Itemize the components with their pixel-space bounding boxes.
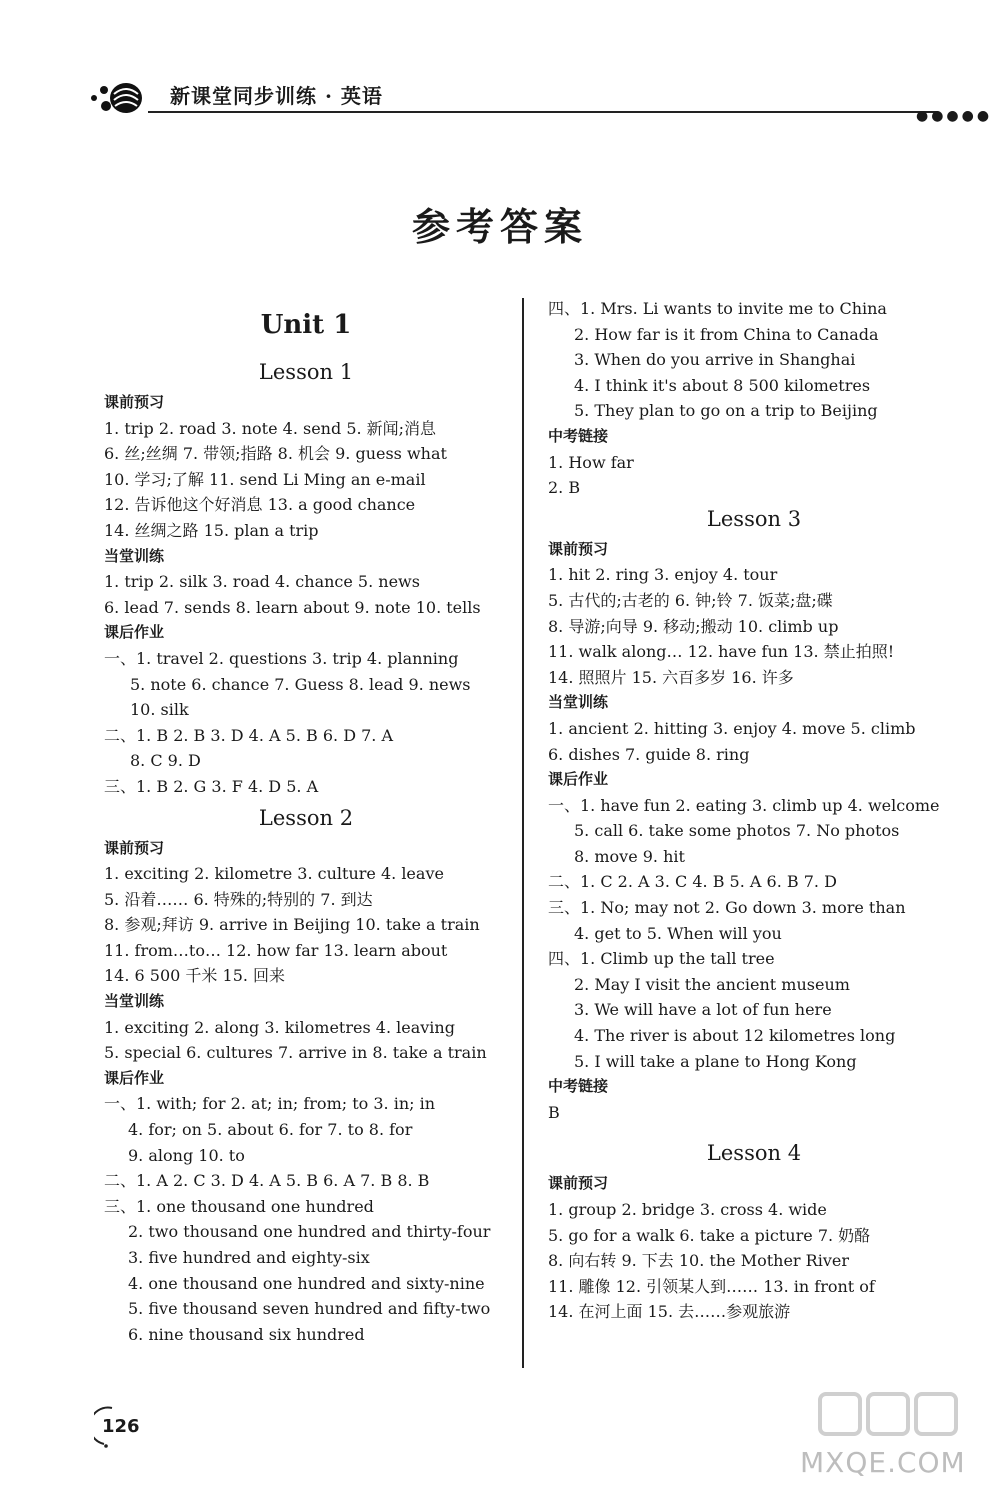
answer-line: 1. exciting 2. along 3. kilometres 4. leaving (104, 1017, 455, 1037)
answer-line: 4. one thousand one hundred and sixty-nine (128, 1273, 485, 1293)
answer-line: 6. dishes 7. guide 8. ring (548, 744, 750, 764)
answer-line: 5. I will take a plane to Hong Kong (574, 1051, 857, 1071)
answer-line: 6. lead 7. sends 8. learn about 9. note 10. tells (104, 597, 481, 617)
section-label: 课前预习 (104, 838, 165, 857)
answer-line: 3. five hundred and eighty-six (128, 1248, 370, 1267)
section-label: 课后作业 (548, 770, 609, 789)
answer-line: 1. ancient 2. hitting 3. enjoy 4. move 5. climb (548, 718, 916, 738)
answer-line: 8. 向右转 9. 下去 10. the Mother River (548, 1251, 849, 1271)
answer-line: 14. 照照片 15. 六百多岁 16. 许多 (548, 667, 794, 687)
answer-line: 4. The river is about 12 kilometres long (574, 1026, 896, 1046)
section-label: 课后作业 (104, 623, 165, 642)
section-label: 课前预习 (104, 393, 165, 411)
answer-line: 9. along 10. to (128, 1145, 245, 1165)
lesson-2-title: Lesson 2 (258, 805, 354, 830)
answer-line: 三、1. B 2. G 3. F 4. D 5. A (104, 776, 319, 796)
answer-line: 11. walk along… 12. have fun 13. 禁止拍照! (548, 642, 895, 662)
answer-line: 10. 学习;了解 11. send Li Ming an e-mail (104, 469, 426, 489)
answer-line: 11. from…to… 12. how far 13. learn about (104, 940, 448, 960)
answer-line: 二、1. A 2. C 3. D 4. A 5. B 6. A 7. B 8. B (104, 1171, 430, 1191)
answer-line: 2. How far is it from China to Canada (574, 324, 879, 344)
answer-line: 2. May I visit the ancient museum (574, 974, 850, 994)
answer-line: 四、1. Mrs. Li wants to invite me to China (548, 299, 887, 318)
answer-line: 3. When do you arrive in Shanghai (574, 350, 856, 370)
answer-line: 4. I think it's about 8 500 kilometres (574, 375, 871, 395)
answer-line: 5. 沿着…… 6. 特殊的;特别的 7. 到达 (104, 889, 373, 909)
answer-line: B (548, 1102, 560, 1122)
answer-line: 5. five thousand seven hundred and fifty-two (128, 1299, 491, 1319)
header-rule (148, 111, 938, 113)
section-label: 中考链接 (548, 1077, 609, 1096)
answer-line: 1. group 2. bridge 3. cross 4. wide (548, 1200, 827, 1219)
answer-line: 1. hit 2. ring 3. enjoy 4. tour (548, 565, 778, 585)
answer-line: 二、1. B 2. B 3. D 4. A 5. B 6. D 7. A (104, 725, 394, 745)
unit-title: Unit 1 (260, 310, 352, 340)
lesson-1-title: Lesson 1 (258, 360, 354, 384)
header-dots-decoration: ●●●●● (916, 108, 993, 124)
answer-line: 1. trip 2. silk 3. road 4. chance 5. news (104, 572, 420, 592)
lesson-4-title: Lesson 4 (706, 1141, 802, 1166)
answer-line: 三、1. No; may not 2. Go down 3. more than (548, 898, 906, 918)
section-label: 当堂训练 (548, 693, 609, 712)
answer-line: 4. for; on 5. about 6. for 7. to 8. for (128, 1120, 413, 1140)
lesson-3-title: Lesson 3 (706, 506, 802, 531)
answer-line: 8. C 9. D (130, 751, 201, 771)
answer-line: 8. 参观;拜访 9. arrive in Beijing 10. take a train (104, 915, 480, 935)
answer-line: 14. 丝绸之路 15. plan a trip (104, 520, 319, 540)
answer-line: 5. special 6. cultures 7. arrive in 8. take a train (104, 1043, 487, 1063)
answer-line: 10. silk (130, 700, 189, 720)
section-label: 中考链接 (548, 426, 609, 445)
page-title: 参考答案 (411, 205, 588, 249)
book-logo-icon (88, 72, 154, 116)
answer-line: 6. 丝;丝绸 7. 带领;指路 8. 机会 9. guess what (104, 444, 447, 464)
answer-line: 5. call 6. take some photos 7. No photos (574, 821, 900, 841)
answer-line: 一、1. have fun 2. eating 3. climb up 4. welcome (548, 795, 940, 815)
section-label: 课后作业 (104, 1068, 165, 1087)
left-column (104, 296, 508, 1347)
answer-line: 2. B (548, 478, 581, 498)
header-title: 新课堂同步训练 · 英语 (170, 84, 383, 108)
answer-line: 8. 导游;向导 9. 移动;搬动 10. climb up (548, 616, 839, 636)
answer-line: 5. They plan to go on a trip to Beijing (574, 401, 878, 421)
answer-line: 1. trip 2. road 3. note 4. send 5. 新闻;消息 (104, 418, 437, 438)
answer-line: 12. 告诉他这个好消息 13. a good chance (104, 495, 416, 515)
answer-line: 5. go for a walk 6. take a picture 7. 奶酪 (548, 1225, 871, 1245)
watermark-text: MXQE.COM (800, 1446, 966, 1479)
page-header (88, 70, 993, 130)
answer-line: 一、1. with; for 2. at; in; from; to 3. in; in (104, 1094, 436, 1114)
section-label: 当堂训练 (104, 992, 165, 1011)
answer-line: 4. get to 5. When will you (574, 923, 782, 943)
answer-line: 1. How far (548, 452, 634, 472)
page-number: 126 (102, 1416, 140, 1437)
answer-line: 11. 雕像 12. 引领某人到…… 13. in front of (548, 1276, 875, 1296)
answer-line: 3. We will have a lot of fun here (574, 1000, 832, 1020)
answer-line: 6. nine thousand six hundred (128, 1324, 365, 1344)
section-label: 当堂训练 (104, 546, 165, 565)
right-column (548, 296, 960, 1325)
answer-line: 5. note 6. chance 7. Guess 8. lead 9. news (130, 674, 471, 694)
section-label: 课前预习 (548, 539, 609, 558)
answer-line: 14. 6 500 千米 15. 回来 (104, 966, 286, 986)
section-label: 课前预习 (548, 1174, 609, 1193)
answer-line: 14. 在河上面 15. 去……参观旅游 (548, 1302, 791, 1322)
answer-line: 二、1. C 2. A 3. C 4. B 5. A 6. B 7. D (548, 872, 837, 892)
answer-line: 5. 古代的;古老的 6. 钟;铃 7. 饭菜;盘;碟 (548, 590, 833, 610)
answer-line: 四、1. Climb up the tall tree (548, 949, 775, 969)
answer-line: 一、1. travel 2. questions 3. trip 4. planning (104, 648, 459, 668)
answer-line: 8. move 9. hit (574, 846, 685, 866)
answer-line: 1. exciting 2. kilometre 3. culture 4. leave (104, 864, 444, 884)
column-divider (522, 298, 524, 1368)
answer-line: 2. two thousand one hundred and thirty-four (128, 1222, 491, 1242)
answer-line: 三、1. one thousand one hundred (104, 1196, 374, 1216)
